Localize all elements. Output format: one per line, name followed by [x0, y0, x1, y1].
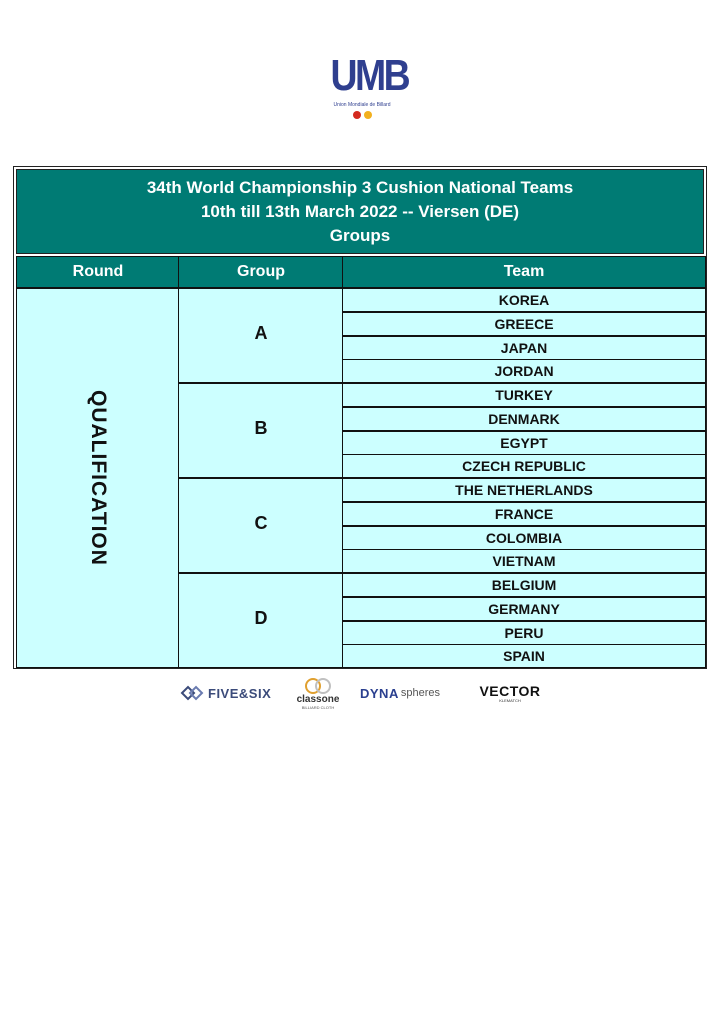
team-cell: GREECE: [342, 312, 706, 336]
spheres-text: spheres: [400, 687, 440, 699]
group-cell-d: D: [178, 573, 344, 668]
umb-logo-dots-icon: [325, 111, 399, 119]
vector-logo: [470, 673, 550, 713]
red-ball-icon: [353, 111, 361, 119]
round-cell: [16, 288, 180, 668]
team-cell: KOREA: [342, 288, 706, 312]
dyna-text: DYNA: [360, 685, 399, 701]
classone-logo: [288, 673, 348, 713]
header-team: Team: [342, 256, 706, 288]
team-cell: BELGIUM: [342, 573, 706, 597]
vector-text: VECTOR: [479, 682, 541, 699]
sponsor-logos: [180, 673, 550, 713]
round-label: QUALIFICATION: [87, 390, 110, 566]
five-and-six-logo: [180, 673, 280, 713]
team-cell: JAPAN: [342, 336, 706, 360]
group-cell-a: A: [178, 288, 344, 383]
umb-logo-subtitle: Union Mondiale de Billard: [333, 102, 391, 108]
classone-rings-icon: [301, 677, 335, 695]
vector-subtitle: KLEMATCH: [499, 697, 521, 703]
classone-subtitle: BILLIARD CLOTH: [301, 704, 335, 710]
team-cell: SPAIN: [342, 644, 706, 668]
team-cell: FRANCE: [342, 502, 706, 526]
five-and-six-icon: [180, 684, 204, 702]
title-line-3: Groups: [329, 225, 391, 245]
header-group: Group: [178, 256, 344, 288]
table-title: [16, 169, 704, 254]
classone-text: classone: [296, 693, 340, 705]
title-line-1: 34th World Championship 3 Cushion National Teams: [146, 177, 574, 197]
group-cell-c: C: [178, 478, 344, 573]
groups-table: [13, 166, 707, 669]
umb-logo: [325, 51, 409, 126]
team-cell: CZECH REPUBLIC: [342, 454, 706, 478]
header-round: Round: [16, 256, 180, 288]
team-cell: DENMARK: [342, 407, 706, 431]
title-line-2: 10th till 13th March 2022 -- Viersen (DE): [200, 201, 520, 221]
team-cell: THE NETHERLANDS: [342, 478, 706, 502]
group-cell-b: B: [178, 383, 344, 478]
yellow-ball-icon: [364, 111, 372, 119]
umb-logo-mark: UMB: [330, 51, 409, 100]
team-cell: TURKEY: [342, 383, 706, 407]
team-cell: EGYPT: [342, 431, 706, 455]
team-cell: GERMANY: [342, 597, 706, 621]
dynaspheres-logo: [360, 673, 460, 713]
five-and-six-text: FIVE&SIX: [208, 685, 272, 701]
team-cell: PERU: [342, 621, 706, 645]
team-cell: JORDAN: [342, 359, 706, 383]
team-cell: COLOMBIA: [342, 526, 706, 550]
team-cell: VIETNAM: [342, 549, 706, 573]
